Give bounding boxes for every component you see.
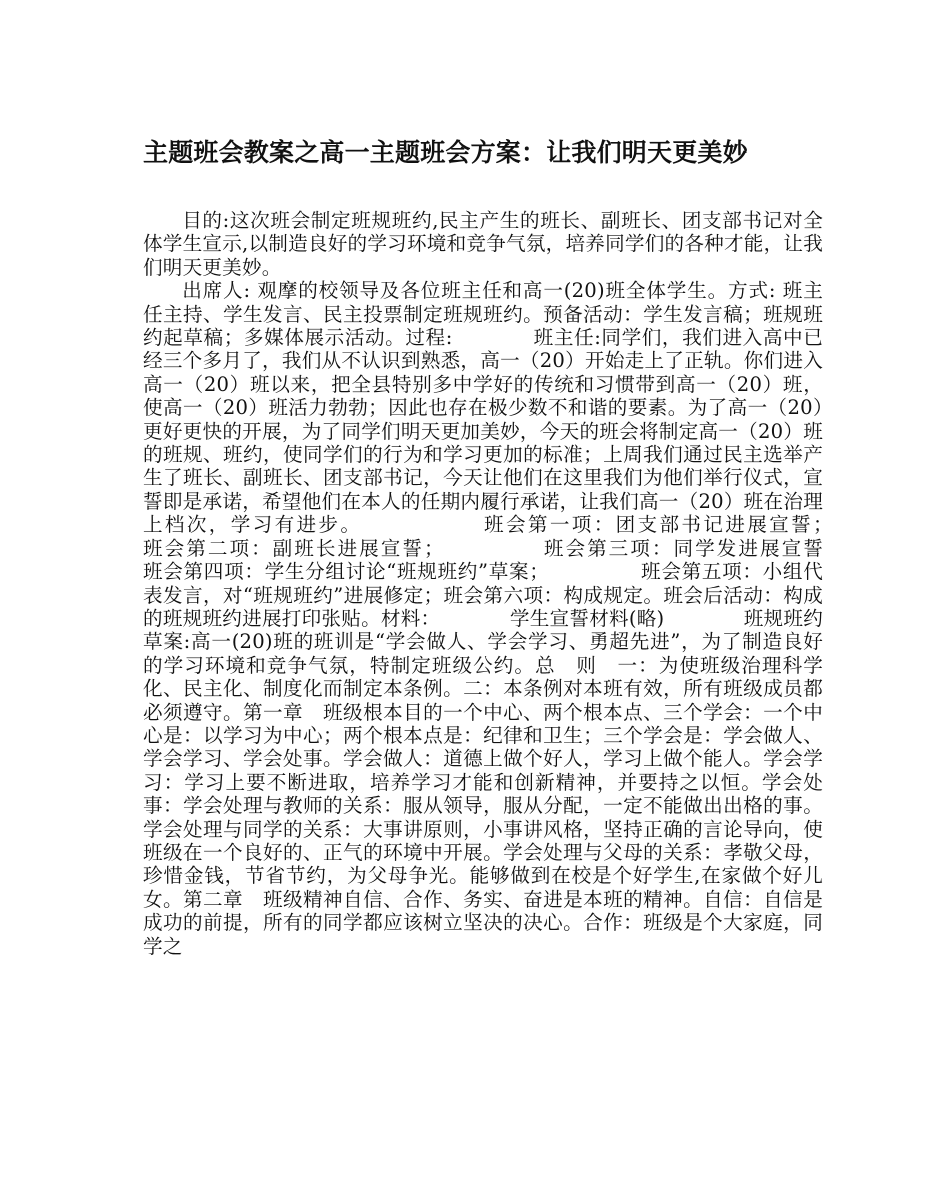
paragraph-attendees-and-process: 出席人: 观摩的校领导及各位班主任和高一(20)班全体学生。方式: 班主任主持、学生发言、民主投票制定班规班约。预备活动：学生发言稿；班规班约起草稿；多媒体展示活动。过程: 班主任:同学们，我们进入高中已经三个多月了，我们从不认识到熟悉，高一（20）开始走上了正轨。你们进入高一（20）班以来，把全县特别多中学好的传统和习惯带到高一（20）班，使高一（20）班活力勃勃；因此也存在极少数不和谐的要素。为了高一（20）更好更快的开展，为了同学们明天更加美妙，今天的班会将制定高一（20）班的班规、班约，使同学们的行为和学习更加的标准；上周我们通过民主选举产生了班长、副班长、团支部书记，今天让他们在这里我们为他们举行仪式，宣誓即是承诺，希望他们在本人的任期内履行承诺，让我们高一（20）班在治理上档次，学习有进步。 班会第一项：团支部书记进展宣誓； 班会第二项：副班长进展宣誓； 班会第三项：同学发进展宣誓 班会第四项：学生分组讨论“班规班约”草案； 班会第五项：小组代表发言，对“班规班约”进展修定；班会第六项：构成规定。班会后活动：构成的班规班约进展打印张贴。材料： 学生宣誓材料(略) 班规班约草案:高一(20)班的班训是“学会做人、学会学习、勇超先进”，为了制造良好的学习环境和竞争气氛，特制定班级公约。总 则 一：为使班级治理科学化、民主化、制度化而制定本条例。二：本条例对本班有效，所有班级成员都必须遵守。第一章 班级根本目的一个中心、两个根本点、三个学会：一个中心是：以学习为中心；两个根本点是：纪律和卫生；三个学会是：学会做人、学会学习、学会处事。学会做人：道德上做个好人，学习上做个能人。学会学习：学习上要不断进取，培养学习才能和创新精神，并要持之以恒。学会处事：学会处理与教师的关系：服从领导，服从分配，一定不能做出出格的事。学会处理与同学的关系：大事讲原则，小事讲风格，坚持正确的言论导向，使班级在一个良好的、正气的环境中开展。学会处理与父母的关系：孝敬父母，珍惜金钱，节省节约，为父母争光。能够做到在校是个好学生,在家做个好儿女。第二章 班级精神自信、合作、务实、奋进是本班的精神。自信：自信是成功的前提，所有的同学都应该树立坚决的决心。合作：班级是个大家庭，同学之 [143,279,942,958]
document-body [143,209,942,958]
document-title: 主题班会教案之高一主题班会方案：让我们明天更美妙 [143,138,748,167]
paragraph-purpose: 目的:这次班会制定班规班约,民主产生的班长、副班长、团支部书记对全体学生宣示,以制造良好的学习环境和竞争气氛，培养同学们的各种才能，让我们明天更美妙。 [143,209,823,279]
